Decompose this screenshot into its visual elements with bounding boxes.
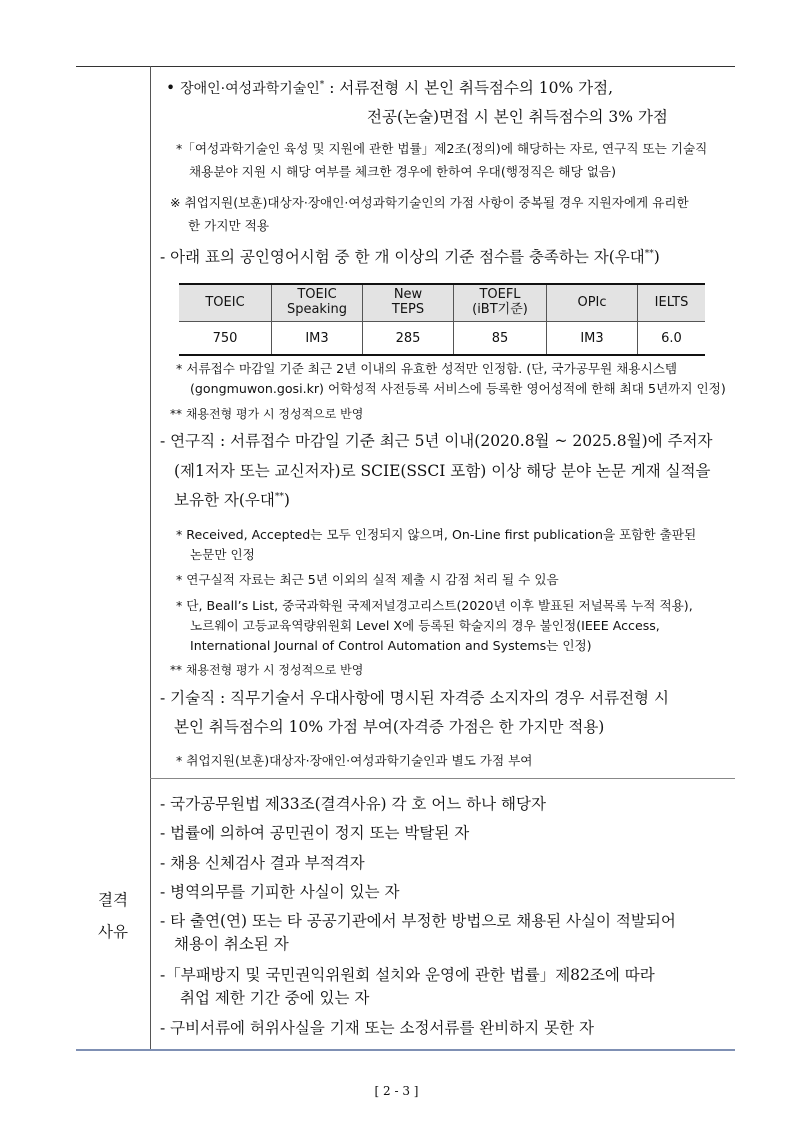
header-opic: OPIc [547,284,638,322]
disq-item-4: - 병역의무를 기피한 사실이 있는 자 [160,883,400,901]
research-note-3c: International Journal of Control Automation and Systems는 인정) [190,638,592,653]
research-note-4: ** 채용전형 평가 시 정성적으로 반영 [170,663,364,677]
tech-note: * 취업지원(보훈)대상자·장애인·여성과학기술인과 별도 가점 부여 [176,753,533,768]
page-number: [ 2 - 3 ] [374,1084,419,1098]
disq-item-3: - 채용 신체검사 결과 부적격자 [160,854,365,872]
value-toeic-speaking: IM3 [272,322,363,356]
overlap-note-line-2: 한 가지만 적용 [188,218,269,233]
women-note-line-2: 채용분야 지원 시 해당 여부를 체크한 경우에 한하여 우대(행정직은 해당 없음) [189,164,616,179]
value-opic: IM3 [547,322,638,356]
bullet-icon: • [166,79,176,98]
research-line-3: 보유한 자(우대**) [174,491,290,510]
research-note-3a: * 단, Beall’s List, 중국과학원 국제저널경고리스트(2020년 이후 발표된 저널목록 누적 적용), [176,598,693,613]
table-row-divider [150,778,735,779]
disq-item-6-cont: 취업 제한 기간 중에 있는 자 [180,989,370,1007]
research-note-2: * 연구실적 자료는 최근 5년 이외의 실적 제출 시 감점 처리 될 수 있음 [176,572,559,587]
disq-item-5: - 타 출연(연) 또는 타 공공기관에서 부정한 방법으로 채용된 사실이 적발되어 [160,912,676,930]
tech-line-2: 본인 취득점수의 10% 가점 부여(자격증 가점은 한 가지만 적용) [174,718,605,736]
english-score-table [179,283,705,356]
value-toeic: 750 [179,322,272,356]
research-line-1: - 연구직 : 서류접수 마감일 기준 최근 5년 이내(2020.8월 ~ 2025.8월)에 주저자 [160,432,713,450]
value-new-teps: 285 [363,322,454,356]
women-note-line-1: *「여성과학기술인 육성 및 지원에 관한 법률」제2조(정의)에 해당하는 자로, 연구직 또는 기술직 [176,141,708,156]
english-intro: - 아래 표의 공인영어시험 중 한 개 이상의 기준 점수를 충족하는 자(우대**) [160,248,660,267]
header-ielts: IELTS [638,284,706,322]
disqualification-label-1: 결격 [98,891,128,909]
overlap-note-line-1: ※ 취업지원(보훈)대상자·장애인·여성과학기술인의 가점 사항이 중복될 경우 지원자에게 유리한 [170,195,689,210]
disqualification-label-2: 사유 [98,923,128,941]
english-note-line-1: * 서류접수 마감일 기준 최근 2년 이내의 유효한 성적만 인정함. (단, 국가공무원 채용시스템 [176,361,678,376]
value-ielts: 6.0 [638,322,706,356]
header-toeic-speaking: TOEIC Speaking [272,284,363,322]
research-line-2: (제1저자 또는 교신저자)로 SCIE(SSCI 포함) 이상 해당 분야 논문 게재 실적을 [174,462,711,480]
tech-line-1: - 기술직 : 직무기술서 우대사항에 명시된 자격증 소지자의 경우 서류전형 시 [160,689,669,707]
research-note-1b: 논문만 인정 [190,547,255,562]
women-scientist-line-1: • 장애인·여성과학기술인* : 서류전형 시 본인 취득점수의 10% 가점, [166,79,614,98]
women-scientist-line-2: 전공(논술)면접 시 본인 취득점수의 3% 가점 [367,108,668,126]
value-toefl: 85 [454,322,547,356]
english-table-header-row [179,284,705,322]
disq-item-2: - 법률에 의하여 공민권이 정지 또는 박탈된 자 [160,824,470,842]
english-note-line-3: ** 채용전형 평가 시 정성적으로 반영 [170,407,364,421]
research-note-3b: 노르웨이 고등교육역량위원회 Level X에 등록된 학술지의 경우 불인정(IEEE Access, [190,618,660,633]
table-top-border [76,66,735,67]
english-note-line-2: (gongmuwon.gosi.kr) 어학성적 사전등록 서비스에 등록한 영어성적에 한해 최대 5년까지 인정) [190,381,726,396]
header-toefl: TOEFL (iBT기준) [454,284,547,322]
table-bottom-border [76,1049,735,1051]
english-table-value-row [179,322,705,356]
research-note-1a: * Received, Accepted는 모두 인정되지 않으며, On-Line first publication을 포함한 출판된 [176,527,697,542]
disq-item-5-cont: 채용이 취소된 자 [174,935,289,953]
disq-item-7: - 구비서류에 허위사실을 기재 또는 소정서류를 완비하지 못한 자 [160,1019,594,1037]
table-column-divider [150,66,151,1050]
header-new-teps: New TEPS [363,284,454,322]
header-toeic: TOEIC [179,284,272,322]
disq-item-6: -「부패방지 및 국민권익위원회 설치와 운영에 관한 법률」제82조에 따라 [160,966,655,984]
disq-item-1: - 국가공무원법 제33조(결격사유) 각 호 어느 하나 해당자 [160,795,546,813]
